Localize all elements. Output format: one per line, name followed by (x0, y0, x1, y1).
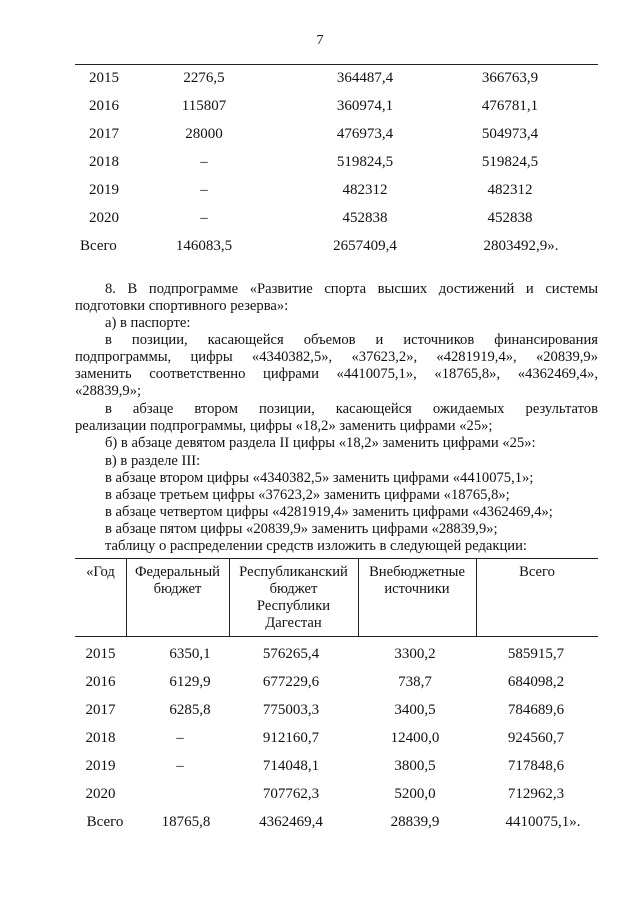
table2-header-bottom-border (75, 636, 598, 637)
table1-cell: 364487,4 (336, 70, 394, 86)
item-a-text2-line2: реализации подпрограммы, цифры «18,2» заменить цифрами «25»; (75, 418, 493, 434)
table2-header-extra-line1: Внебюджетные (369, 564, 465, 580)
paragraph-8-line2: подготовки спортивного резерва»: (75, 298, 289, 314)
page-number: 7 (316, 33, 324, 48)
table1-cell: 360974,1 (336, 98, 394, 114)
table1-year: 2020 (89, 210, 119, 226)
table1-cell: – (200, 210, 208, 226)
table1-total-label: Всего (80, 238, 117, 254)
table1-cell: 476781,1 (481, 98, 539, 114)
table2-cell: – (176, 730, 184, 746)
item-a-text2-line1: в абзаце втором позиции, касающейся ожидаемых результатов (105, 401, 598, 417)
table1-cell: 452838 (342, 210, 388, 226)
table2-cell: 738,7 (398, 674, 432, 690)
table2-cell: 3300,2 (394, 646, 436, 662)
table2-cell: 6129,9 (169, 674, 211, 690)
table1-cell: 476973,4 (336, 126, 394, 142)
table2-header-total: Всего (519, 564, 555, 580)
table2-year: 2017 (85, 702, 116, 718)
table1-cell: 28000 (185, 126, 223, 142)
table2-total-label: Всего (86, 814, 124, 830)
table2-cell: 707762,3 (262, 786, 320, 802)
table1-cell: 115807 (181, 98, 227, 114)
table1-top-rule (75, 64, 598, 65)
table2-cell: 717848,6 (507, 758, 565, 774)
table2-year: 2019 (85, 758, 116, 774)
table2-cell: 712962,3 (507, 786, 565, 802)
table1-cell: 504973,4 (481, 126, 539, 142)
table2-header-extra-line2: источники (384, 581, 450, 597)
item-v-line6: таблицу о распределении средств изложить в следующей редакции: (105, 538, 527, 554)
table2-header-federal-line2: бюджет (153, 581, 202, 597)
table2-header-federal-line1: Федеральный (135, 564, 220, 580)
item-a-text-line3: заменить соответственно цифрами «4410075,1», «18765,8», «4362469,4», (75, 366, 598, 382)
table2-cell: 3400,5 (394, 702, 436, 718)
table1-cell: 146083,5 (175, 238, 233, 254)
table2-header-republic-line1: Республиканский (239, 564, 348, 580)
table2-cell: 4362469,4 (259, 814, 323, 830)
table2-cell: 5200,0 (394, 786, 436, 802)
table2-top-border (75, 558, 598, 559)
table1-cell: 519824,5 (481, 154, 539, 170)
table2-cell: 6350,1 (169, 646, 211, 662)
table1-cell: – (200, 182, 208, 198)
table1-cell: 482312 (342, 182, 388, 198)
paragraph-8-line1: 8. В подпрограмме «Развитие спорта высших достижений и системы (105, 281, 598, 297)
table2-year: 2015 (85, 646, 116, 662)
table2-cell: 714048,1 (262, 758, 320, 774)
table2-cell: 12400,0 (390, 730, 440, 746)
table2-cell: 28839,9 (390, 814, 440, 830)
table2-cell: 677229,6 (262, 674, 320, 690)
table2-cell: 4410075,1». (505, 814, 581, 830)
table1-year: 2018 (89, 154, 119, 170)
table2-cell: 784689,6 (507, 702, 565, 718)
table2-cell: 585915,7 (507, 646, 565, 662)
table1-cell: 2276,5 (183, 70, 225, 86)
table2-year: 2018 (85, 730, 116, 746)
table1-year: 2016 (89, 98, 119, 114)
table1-cell: – (200, 154, 208, 170)
table2-cell: 3800,5 (394, 758, 436, 774)
item-b: б) в абзаце девятом раздела II цифры «18,2» заменить цифрами «25»: (105, 435, 536, 451)
table2-cell: – (176, 758, 184, 774)
item-a-text-line2: подпрограммы, цифры «4340382,5», «37623,2», «4281919,4», «20839,9» (75, 349, 598, 365)
table1-year: 2015 (89, 70, 119, 86)
table1-cell: 2657409,4 (333, 238, 397, 254)
item-a-text-line4: «28839,9»; (75, 383, 142, 399)
table2-cell: 6285,8 (169, 702, 211, 718)
table2-cell: 576265,4 (262, 646, 320, 662)
item-v-line2: в абзаце втором цифры «4340382,5» заменить цифрами «4410075,1»; (105, 470, 534, 486)
table1-cell: 366763,9 (481, 70, 539, 86)
table2-header-republic-line2: бюджет (269, 581, 318, 597)
item-a: а) в паспорте: (105, 315, 191, 331)
table2-cell: 912160,7 (262, 730, 320, 746)
table2-cell: 18765,8 (161, 814, 211, 830)
table2-year: 2020 (85, 786, 116, 802)
table2-header-republic-line3: Республики (256, 598, 331, 614)
item-a-text-line1: в позиции, касающейся объемов и источников финансирования (105, 332, 598, 348)
table2-header-year: «Год (86, 564, 115, 580)
table1-year: 2019 (89, 182, 119, 198)
table2-header-republic-line4: Дагестан (265, 615, 322, 631)
item-v-line5: в абзаце пятом цифры «20839,9» заменить цифрами «28839,9»; (105, 521, 498, 537)
table1-cell: 482312 (487, 182, 533, 198)
item-v-line3: в абзаце третьем цифры «37623,2» заменить цифрами «18765,8»; (105, 487, 510, 503)
table1-cell: 2803492,9». (483, 238, 559, 254)
table2-cell: 775003,3 (262, 702, 320, 718)
table2-cell: 924560,7 (507, 730, 565, 746)
item-v: в) в разделе III: (105, 453, 201, 469)
table1-year: 2017 (89, 126, 119, 142)
table2-cell: 684098,2 (507, 674, 565, 690)
table2-year: 2016 (85, 674, 116, 690)
item-v-line4: в абзаце четвертом цифры «4281919,4» заменить цифрами «4362469,4»; (105, 504, 553, 520)
table1-cell: 452838 (487, 210, 533, 226)
table1-cell: 519824,5 (336, 154, 394, 170)
